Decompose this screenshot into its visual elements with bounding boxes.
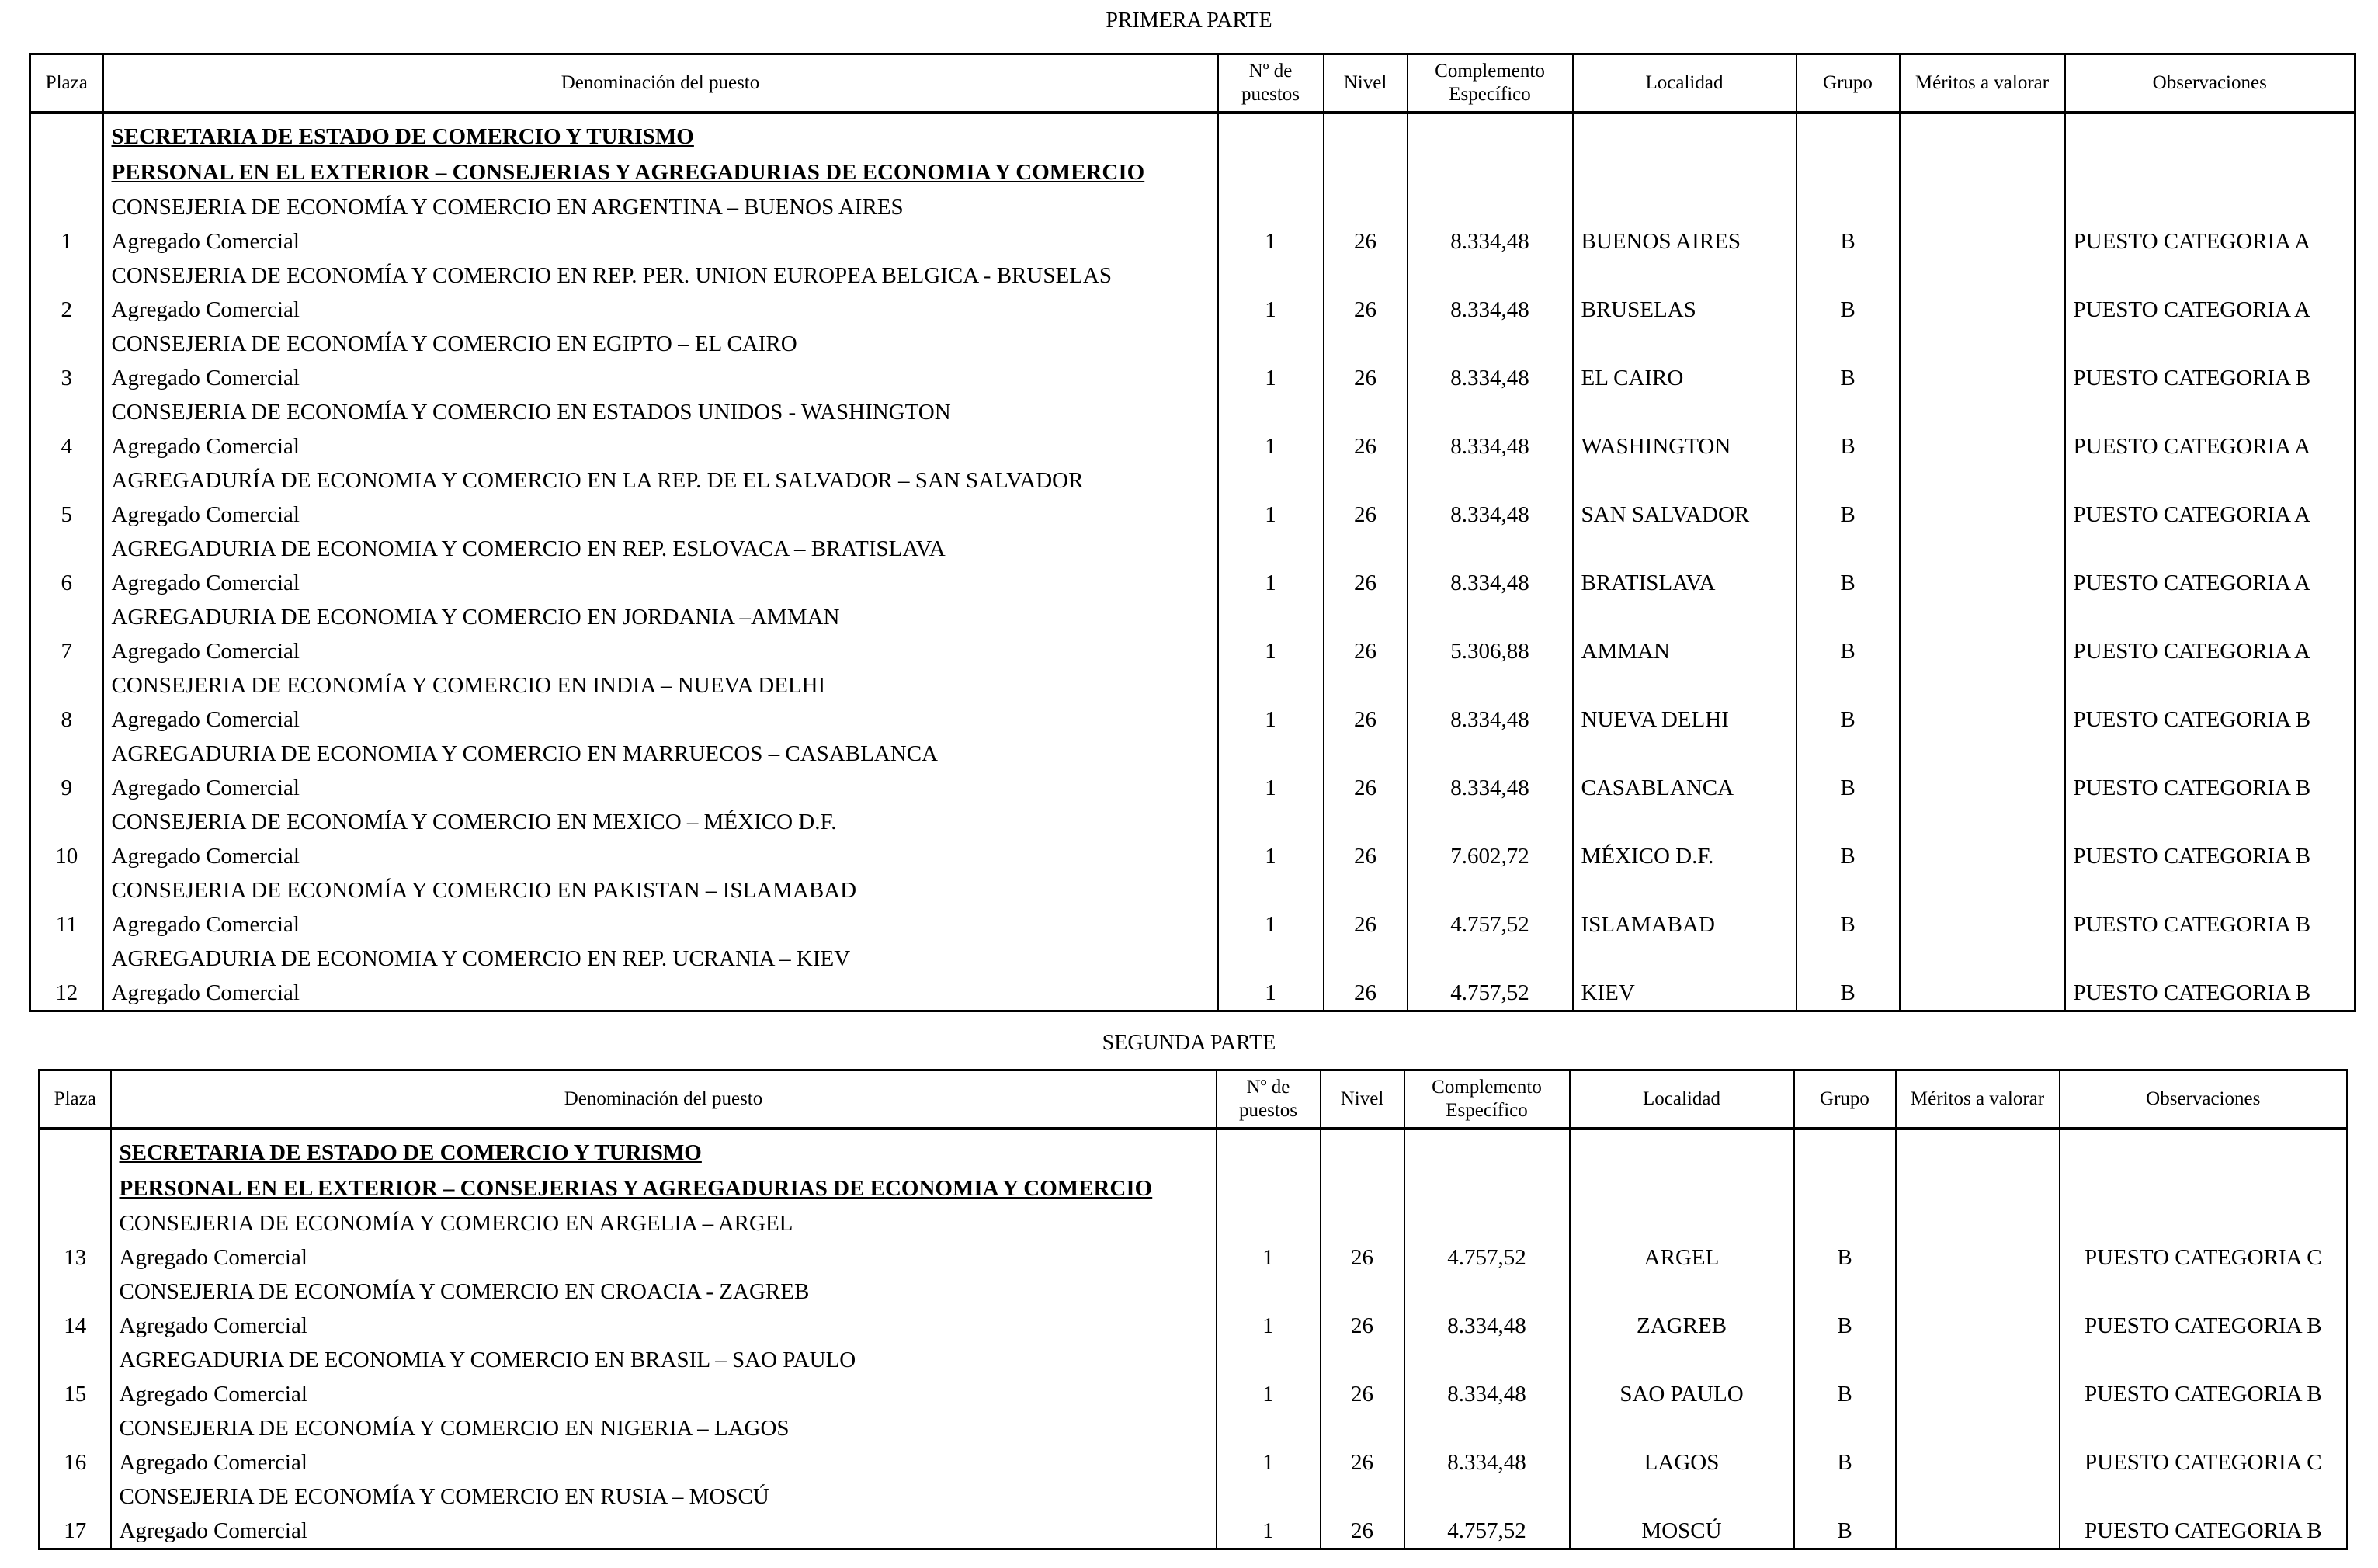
- unit-name: AGREGADURIA DE ECONOMIA Y COMERCIO EN MARRUECOS – CASABLANCA: [111, 741, 938, 766]
- cell-num-puestos: 1: [1218, 873, 1324, 942]
- unit-name: CONSEJERIA DE ECONOMÍA Y COMERCIO EN CROACIA - ZAGREB: [119, 1279, 810, 1304]
- position-name: Agregado Comercial: [119, 1518, 307, 1543]
- spacer-cell: [1794, 1129, 1896, 1135]
- position-name: Agregado Comercial: [111, 229, 300, 254]
- table-row: [40, 1206, 2348, 1275]
- table-row: [30, 463, 2355, 532]
- table-row: [30, 737, 2355, 805]
- position-name: Agregado Comercial: [119, 1382, 307, 1407]
- empty-cell: [1217, 1171, 1321, 1206]
- spacer-cell: [1321, 1129, 1404, 1135]
- cell-observaciones: PUESTO CATEGORIA A: [2065, 395, 2355, 463]
- cell-nivel: 26: [1324, 395, 1408, 463]
- cell-denominacion: [103, 532, 1218, 600]
- header-complemento: Complemento Específico: [1408, 54, 1573, 113]
- cell-plaza: 11: [30, 873, 103, 942]
- empty-cell: [1794, 1135, 1896, 1171]
- section-heading-row: [30, 154, 2355, 190]
- cell-meritos: [1900, 258, 2065, 327]
- empty-cell: [1324, 154, 1408, 190]
- cell-grupo: B: [1797, 600, 1900, 668]
- cell-complemento: 8.334,48: [1404, 1343, 1570, 1411]
- empty-cell: [40, 1135, 111, 1171]
- cell-num-puestos: 1: [1217, 1343, 1321, 1411]
- unit-name: AGREGADURIA DE ECONOMIA Y COMERCIO EN BRASIL – SAO PAULO: [119, 1348, 856, 1372]
- cell-complemento: 8.334,48: [1404, 1411, 1570, 1480]
- cell-plaza: 3: [30, 327, 103, 395]
- position-name: Agregado Comercial: [111, 912, 300, 937]
- cell-grupo: B: [1794, 1480, 1896, 1549]
- table-row: [30, 600, 2355, 668]
- cell-observaciones: PUESTO CATEGORIA A: [2065, 532, 2355, 600]
- position-name: Agregado Comercial: [111, 502, 300, 527]
- cell-localidad: WASHINGTON: [1573, 395, 1797, 463]
- cell-meritos: [1900, 190, 2065, 258]
- section-title: SECRETARIA DE ESTADO DE COMERCIO Y TURISMO: [111, 124, 694, 149]
- spacer-cell: [1570, 1129, 1794, 1135]
- cell-nivel: 26: [1321, 1411, 1404, 1480]
- cell-num-puestos: 1: [1218, 942, 1324, 1011]
- cell-observaciones: PUESTO CATEGORIA C: [2060, 1411, 2348, 1480]
- header-localidad: Localidad: [1570, 1070, 1794, 1129]
- cell-complemento: 5.306,88: [1408, 600, 1573, 668]
- spacer-cell: [1217, 1129, 1321, 1135]
- cell-complemento: 7.602,72: [1408, 805, 1573, 873]
- cell-nivel: 26: [1324, 190, 1408, 258]
- cell-denominacion: [103, 327, 1218, 395]
- cell-plaza: 2: [30, 258, 103, 327]
- position-name: Agregado Comercial: [119, 1245, 307, 1270]
- unit-name: AGREGADURIA DE ECONOMIA Y COMERCIO EN JORDANIA –AMMAN: [111, 605, 840, 630]
- empty-cell: [30, 154, 103, 190]
- table-row: [30, 532, 2355, 600]
- empty-cell: [1896, 1171, 2060, 1206]
- empty-cell: [1404, 1171, 1570, 1206]
- cell-num-puestos: 1: [1217, 1275, 1321, 1343]
- cell-observaciones: PUESTO CATEGORIA B: [2065, 737, 2355, 805]
- cell-complemento: 8.334,48: [1408, 532, 1573, 600]
- cell-meritos: [1900, 737, 2065, 805]
- cell-grupo: B: [1794, 1275, 1896, 1343]
- header-denominacion: Denominación del puesto: [111, 1070, 1217, 1129]
- cell-observaciones: PUESTO CATEGORIA B: [2060, 1480, 2348, 1549]
- cell-localidad: SAO PAULO: [1570, 1343, 1794, 1411]
- cell-nivel: 26: [1324, 805, 1408, 873]
- empty-cell: [1797, 119, 1900, 154]
- spacer-cell: [111, 1129, 1217, 1135]
- header-observaciones: Observaciones: [2065, 54, 2355, 113]
- cell-plaza: 7: [30, 600, 103, 668]
- cell-localidad: EL CAIRO: [1573, 327, 1797, 395]
- cell-observaciones: PUESTO CATEGORIA B: [2065, 805, 2355, 873]
- section-heading-row: [30, 119, 2355, 154]
- cell-denominacion: [103, 942, 1218, 1011]
- cell-plaza: 6: [30, 532, 103, 600]
- section-title: SECRETARIA DE ESTADO DE COMERCIO Y TURISMO: [119, 1140, 702, 1165]
- cell-denominacion: [111, 1480, 1217, 1549]
- cell-plaza: 5: [30, 463, 103, 532]
- cell-meritos: [1900, 873, 2065, 942]
- unit-name: AGREGADURÍA DE ECONOMIA Y COMERCIO EN LA REP. DE EL SALVADOR – SAN SALVADOR: [111, 468, 1084, 493]
- header-plaza: Plaza: [40, 1070, 111, 1129]
- cell-denominacion: [111, 1411, 1217, 1480]
- spacer-cell: [2060, 1129, 2348, 1135]
- cell-num-puestos: 1: [1217, 1411, 1321, 1480]
- cell-num-puestos: 1: [1218, 532, 1324, 600]
- table-row: [40, 1275, 2348, 1343]
- cell-complemento: 8.334,48: [1408, 737, 1573, 805]
- table-row: [30, 942, 2355, 1011]
- cell-complemento: 4.757,52: [1404, 1480, 1570, 1549]
- cell-denominacion: [111, 1206, 1217, 1275]
- spacer-cell: [1797, 113, 1900, 119]
- cell-num-puestos: 1: [1217, 1206, 1321, 1275]
- positions-table-part-2: [38, 1069, 2348, 1550]
- table-row: [40, 1411, 2348, 1480]
- header-num-puestos: Nº de puestos: [1218, 54, 1324, 113]
- unit-name: CONSEJERIA DE ECONOMÍA Y COMERCIO EN ARGELIA – ARGEL: [119, 1211, 793, 1236]
- section-heading-row: [40, 1171, 2348, 1206]
- cell-localidad: MOSCÚ: [1570, 1480, 1794, 1549]
- section-subtitle: PERSONAL EN EL EXTERIOR – CONSEJERIAS Y AGREGADURIAS DE ECONOMIA Y COMERCIO: [111, 160, 1145, 185]
- cell-nivel: 26: [1324, 327, 1408, 395]
- empty-cell: [1900, 119, 2065, 154]
- header-grupo: Grupo: [1797, 54, 1900, 113]
- empty-cell: [1218, 119, 1324, 154]
- spacer-cell: [1408, 113, 1573, 119]
- table-row: [30, 327, 2355, 395]
- position-name: Agregado Comercial: [111, 297, 300, 322]
- part-title: PRIMERA PARTE: [1106, 9, 1272, 33]
- cell-complemento: 8.334,48: [1408, 190, 1573, 258]
- part-title: SEGUNDA PARTE: [1102, 1031, 1276, 1055]
- spacer-cell: [1218, 113, 1324, 119]
- position-name: Agregado Comercial: [119, 1313, 307, 1338]
- cell-nivel: 26: [1324, 737, 1408, 805]
- header-nivel: Nivel: [1321, 1070, 1404, 1129]
- unit-name: CONSEJERIA DE ECONOMÍA Y COMERCIO EN EGIPTO – EL CAIRO: [111, 331, 797, 356]
- cell-localidad: BRATISLAVA: [1573, 532, 1797, 600]
- position-name: Agregado Comercial: [111, 707, 300, 732]
- cell-denominacion: [103, 737, 1218, 805]
- empty-cell: [1896, 1135, 2060, 1171]
- cell-observaciones: PUESTO CATEGORIA A: [2065, 463, 2355, 532]
- cell-grupo: B: [1794, 1343, 1896, 1411]
- position-name: Agregado Comercial: [111, 980, 300, 1005]
- cell-plaza: 16: [40, 1411, 111, 1480]
- cell-complemento: 8.334,48: [1408, 668, 1573, 737]
- cell-localidad: ARGEL: [1570, 1206, 1794, 1275]
- unit-name: CONSEJERIA DE ECONOMÍA Y COMERCIO EN ESTADOS UNIDOS - WASHINGTON: [111, 400, 951, 425]
- table-row: [30, 258, 2355, 327]
- empty-cell: [1573, 119, 1797, 154]
- cell-plaza: 15: [40, 1343, 111, 1411]
- unit-name: CONSEJERIA DE ECONOMÍA Y COMERCIO EN REP. PER. UNION EUROPEA BELGICA - BRUSELAS: [111, 263, 1112, 288]
- cell-num-puestos: 1: [1218, 737, 1324, 805]
- table-row: [30, 190, 2355, 258]
- empty-cell: [1408, 154, 1573, 190]
- cell-localidad: NUEVA DELHI: [1573, 668, 1797, 737]
- cell-denominacion: [111, 1275, 1217, 1343]
- cell-meritos: [1896, 1206, 2060, 1275]
- header-grupo: Grupo: [1794, 1070, 1896, 1129]
- cell-grupo: B: [1797, 327, 1900, 395]
- cell-grupo: B: [1794, 1206, 1896, 1275]
- position-name: Agregado Comercial: [111, 639, 300, 664]
- cell-nivel: 26: [1321, 1206, 1404, 1275]
- cell-grupo: B: [1797, 463, 1900, 532]
- cell-complemento: 8.334,48: [1408, 258, 1573, 327]
- cell-denominacion: [111, 1343, 1217, 1411]
- empty-cell: [1408, 119, 1573, 154]
- cell-nivel: 26: [1324, 463, 1408, 532]
- header-meritos: Méritos a valorar: [1896, 1070, 2060, 1129]
- position-name: Agregado Comercial: [119, 1450, 307, 1475]
- cell-observaciones: PUESTO CATEGORIA B: [2060, 1343, 2348, 1411]
- spacer-cell: [2065, 113, 2355, 119]
- cell-grupo: B: [1797, 873, 1900, 942]
- unit-name: CONSEJERIA DE ECONOMÍA Y COMERCIO EN ARGENTINA – BUENOS AIRES: [111, 195, 904, 220]
- section-cell: [103, 119, 1218, 154]
- header-num-puestos: Nº de puestos: [1217, 1070, 1321, 1129]
- cell-num-puestos: 1: [1218, 327, 1324, 395]
- positions-table-part-1: [29, 53, 2356, 1012]
- cell-num-puestos: 1: [1217, 1480, 1321, 1549]
- cell-denominacion: [103, 668, 1218, 737]
- cell-observaciones: PUESTO CATEGORIA B: [2065, 873, 2355, 942]
- cell-complemento: 4.757,52: [1404, 1206, 1570, 1275]
- cell-localidad: KIEV: [1573, 942, 1797, 1011]
- empty-cell: [2065, 154, 2355, 190]
- position-name: Agregado Comercial: [111, 571, 300, 595]
- spacer-cell: [1573, 113, 1797, 119]
- position-name: Agregado Comercial: [111, 844, 300, 869]
- empty-cell: [1321, 1171, 1404, 1206]
- empty-cell: [1324, 119, 1408, 154]
- cell-localidad: LAGOS: [1570, 1411, 1794, 1480]
- table-row: [30, 668, 2355, 737]
- cell-denominacion: [103, 805, 1218, 873]
- cell-localidad: MÉXICO D.F.: [1573, 805, 1797, 873]
- cell-grupo: B: [1797, 668, 1900, 737]
- unit-name: CONSEJERIA DE ECONOMÍA Y COMERCIO EN NIGERIA – LAGOS: [119, 1416, 790, 1441]
- cell-num-puestos: 1: [1218, 600, 1324, 668]
- cell-nivel: 26: [1321, 1275, 1404, 1343]
- cell-complemento: 8.334,48: [1404, 1275, 1570, 1343]
- cell-observaciones: PUESTO CATEGORIA A: [2065, 190, 2355, 258]
- cell-nivel: 26: [1324, 600, 1408, 668]
- cell-meritos: [1900, 942, 2065, 1011]
- empty-cell: [1900, 154, 2065, 190]
- cell-meritos: [1896, 1275, 2060, 1343]
- unit-name: AGREGADURIA DE ECONOMIA Y COMERCIO EN REP. UCRANIA – KIEV: [111, 946, 851, 971]
- spacer-cell: [30, 113, 103, 119]
- cell-localidad: ZAGREB: [1570, 1275, 1794, 1343]
- cell-meritos: [1900, 327, 2065, 395]
- cell-nivel: 26: [1324, 258, 1408, 327]
- unit-name: CONSEJERIA DE ECONOMÍA Y COMERCIO EN MEXICO – MÉXICO D.F.: [111, 810, 837, 834]
- position-name: Agregado Comercial: [111, 775, 300, 800]
- cell-grupo: B: [1797, 805, 1900, 873]
- section-heading-row: [40, 1135, 2348, 1171]
- empty-cell: [1218, 154, 1324, 190]
- cell-complemento: 8.334,48: [1408, 463, 1573, 532]
- cell-num-puestos: 1: [1218, 258, 1324, 327]
- cell-meritos: [1900, 600, 2065, 668]
- spacer-cell: [40, 1129, 111, 1135]
- header-localidad: Localidad: [1573, 54, 1797, 113]
- cell-num-puestos: 1: [1218, 463, 1324, 532]
- cell-nivel: 26: [1324, 668, 1408, 737]
- cell-num-puestos: 1: [1218, 190, 1324, 258]
- spacer-cell: [1404, 1129, 1570, 1135]
- spacer-cell: [103, 113, 1218, 119]
- section-cell: [111, 1171, 1217, 1206]
- section-subtitle: PERSONAL EN EL EXTERIOR – CONSEJERIAS Y AGREGADURIAS DE ECONOMIA Y COMERCIO: [119, 1176, 1153, 1201]
- cell-plaza: 14: [40, 1275, 111, 1343]
- cell-meritos: [1900, 532, 2065, 600]
- header-nivel: Nivel: [1324, 54, 1408, 113]
- empty-cell: [1797, 154, 1900, 190]
- cell-meritos: [1896, 1480, 2060, 1549]
- cell-plaza: 17: [40, 1480, 111, 1549]
- cell-observaciones: PUESTO CATEGORIA C: [2060, 1206, 2348, 1275]
- spacer-cell: [1900, 113, 2065, 119]
- empty-cell: [1573, 154, 1797, 190]
- cell-meritos: [1900, 668, 2065, 737]
- unit-name: AGREGADURIA DE ECONOMIA Y COMERCIO EN REP. ESLOVACA – BRATISLAVA: [111, 536, 946, 561]
- cell-plaza: 13: [40, 1206, 111, 1275]
- cell-meritos: [1900, 463, 2065, 532]
- cell-localidad: CASABLANCA: [1573, 737, 1797, 805]
- cell-nivel: 26: [1324, 873, 1408, 942]
- section-cell: [103, 154, 1218, 190]
- cell-denominacion: [103, 873, 1218, 942]
- unit-name: CONSEJERIA DE ECONOMÍA Y COMERCIO EN RUSIA – MOSCÚ: [119, 1484, 769, 1509]
- empty-cell: [1217, 1135, 1321, 1171]
- header-meritos: Méritos a valorar: [1900, 54, 2065, 113]
- cell-observaciones: PUESTO CATEGORIA A: [2065, 600, 2355, 668]
- header-complemento: Complemento Específico: [1404, 1070, 1570, 1129]
- cell-num-puestos: 1: [1218, 805, 1324, 873]
- table-row: [30, 873, 2355, 942]
- cell-plaza: 1: [30, 190, 103, 258]
- cell-localidad: ISLAMABAD: [1573, 873, 1797, 942]
- cell-meritos: [1900, 805, 2065, 873]
- cell-denominacion: [103, 395, 1218, 463]
- cell-grupo: B: [1797, 532, 1900, 600]
- cell-complemento: 4.757,52: [1408, 942, 1573, 1011]
- spacer-cell: [1896, 1129, 2060, 1135]
- cell-denominacion: [103, 600, 1218, 668]
- cell-nivel: 26: [1321, 1343, 1404, 1411]
- cell-observaciones: PUESTO CATEGORIA A: [2065, 258, 2355, 327]
- table-header-row: [30, 54, 2355, 113]
- cell-num-puestos: 1: [1218, 668, 1324, 737]
- cell-nivel: 26: [1324, 942, 1408, 1011]
- cell-meritos: [1896, 1411, 2060, 1480]
- cell-observaciones: PUESTO CATEGORIA B: [2065, 942, 2355, 1011]
- cell-grupo: B: [1797, 942, 1900, 1011]
- cell-observaciones: PUESTO CATEGORIA B: [2060, 1275, 2348, 1343]
- table-header-row: [40, 1070, 2348, 1129]
- cell-localidad: AMMAN: [1573, 600, 1797, 668]
- empty-cell: [2060, 1171, 2348, 1206]
- cell-plaza: 4: [30, 395, 103, 463]
- cell-num-puestos: 1: [1218, 395, 1324, 463]
- table-row: [30, 805, 2355, 873]
- empty-cell: [2060, 1135, 2348, 1171]
- cell-plaza: 12: [30, 942, 103, 1011]
- table-row: [40, 1480, 2348, 1549]
- cell-denominacion: [103, 258, 1218, 327]
- cell-complemento: 8.334,48: [1408, 327, 1573, 395]
- cell-grupo: B: [1797, 258, 1900, 327]
- cell-complemento: 8.334,48: [1408, 395, 1573, 463]
- cell-denominacion: [103, 463, 1218, 532]
- table-row: [30, 395, 2355, 463]
- header-denominacion: Denominación del puesto: [103, 54, 1218, 113]
- cell-plaza: 10: [30, 805, 103, 873]
- unit-name: CONSEJERIA DE ECONOMÍA Y COMERCIO EN INDIA – NUEVA DELHI: [111, 673, 826, 698]
- cell-localidad: BUENOS AIRES: [1573, 190, 1797, 258]
- position-name: Agregado Comercial: [111, 366, 300, 390]
- cell-observaciones: PUESTO CATEGORIA B: [2065, 668, 2355, 737]
- cell-denominacion: [103, 190, 1218, 258]
- empty-cell: [1321, 1135, 1404, 1171]
- cell-grupo: B: [1797, 395, 1900, 463]
- table-row: [40, 1343, 2348, 1411]
- header-observaciones: Observaciones: [2060, 1070, 2348, 1129]
- empty-cell: [30, 119, 103, 154]
- cell-nivel: 26: [1324, 532, 1408, 600]
- empty-cell: [2065, 119, 2355, 154]
- cell-plaza: 8: [30, 668, 103, 737]
- empty-cell: [1570, 1171, 1794, 1206]
- cell-complemento: 4.757,52: [1408, 873, 1573, 942]
- cell-grupo: B: [1797, 190, 1900, 258]
- cell-meritos: [1896, 1343, 2060, 1411]
- cell-localidad: BRUSELAS: [1573, 258, 1797, 327]
- cell-nivel: 26: [1321, 1480, 1404, 1549]
- cell-meritos: [1900, 395, 2065, 463]
- position-name: Agregado Comercial: [111, 434, 300, 459]
- header-plaza: Plaza: [30, 54, 103, 113]
- cell-grupo: B: [1797, 737, 1900, 805]
- cell-observaciones: PUESTO CATEGORIA B: [2065, 327, 2355, 395]
- cell-localidad: SAN SALVADOR: [1573, 463, 1797, 532]
- empty-cell: [1570, 1135, 1794, 1171]
- unit-name: CONSEJERIA DE ECONOMÍA Y COMERCIO EN PAKISTAN – ISLAMABAD: [111, 878, 857, 903]
- empty-cell: [1404, 1135, 1570, 1171]
- empty-cell: [1794, 1171, 1896, 1206]
- cell-grupo: B: [1794, 1411, 1896, 1480]
- spacer-cell: [1324, 113, 1408, 119]
- section-cell: [111, 1135, 1217, 1171]
- empty-cell: [40, 1171, 111, 1206]
- cell-plaza: 9: [30, 737, 103, 805]
